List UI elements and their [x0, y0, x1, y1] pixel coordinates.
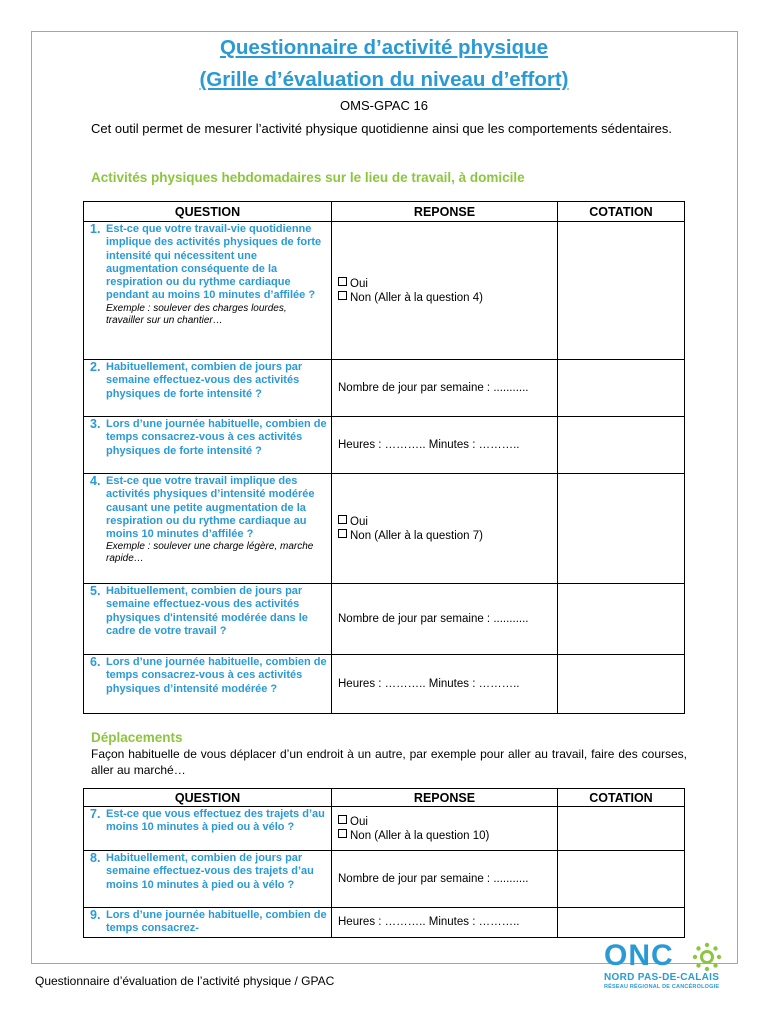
table-row — [84, 474, 685, 584]
table-header-row — [84, 202, 685, 222]
answer-cell[interactable]: Nombre de jour par semaine : ........... — [332, 851, 558, 908]
answer-option-no[interactable]: Non (Aller à la question 4) — [338, 291, 557, 305]
document-code: OMS-GPAC 16 — [340, 98, 428, 113]
header-reponse: REPONSE — [332, 789, 558, 807]
question-number: 1. — [90, 222, 101, 236]
table-row — [84, 584, 685, 655]
question-example: Exemple : soulever des charges lourdes, travailler sur un chantier… — [106, 302, 287, 326]
question-number: 6. — [90, 655, 101, 669]
question-text: Habituellement, combien de jours par semaine effectuez-vous des activités physiques d'intensité modérée dans le cadre de votre travail ? — [106, 585, 308, 637]
answer-cell — [332, 807, 558, 851]
score-cell[interactable] — [558, 417, 685, 474]
score-cell[interactable] — [558, 807, 685, 851]
checkbox-icon[interactable] — [338, 291, 347, 300]
question-text: Habituellement, combien de jours par semaine effectuez-vous des trajets d’au moins 10 minutes à pied ou à vélo ? — [106, 852, 314, 891]
question-text: Est-ce que vous effectuez des trajets d’au moins 10 minutes à pied ou à vélo ? — [106, 808, 325, 834]
question-text: Est-ce que votre travail-vie quotidienne implique des activités physiques de forte intensité qui nécessitent une augmentation conséquente de la respiration ou du rythme cardiaque pendant au moins 10 minutes d’affilée ? — [106, 223, 322, 302]
question-text: Habituellement, combien de jours par semaine effectuez-vous des activités physiques de forte intensité ? — [106, 361, 303, 400]
section1-table — [83, 201, 685, 714]
question-text: Est-ce que votre travail implique des activités physiques d’intensité modérée causant une petite augmentation de la respiration ou du rythme cardiaque au moins 10 minutes d’affilée ? — [106, 475, 315, 541]
question-number: 3. — [90, 417, 101, 431]
table-row — [84, 807, 685, 851]
score-cell[interactable] — [558, 360, 685, 417]
question-text: Lors d’une journée habituelle, combien de temps consacrez-vous à ces activités physiques de forte intensité ? — [106, 418, 327, 457]
checkbox-icon[interactable] — [338, 815, 347, 824]
intro-paragraph: Cet outil permet de mesurer l’activité physique quotidienne ainsi que les comportements sédentaires. — [91, 121, 672, 136]
question-number: 9. — [90, 908, 101, 922]
question-number: 8. — [90, 851, 101, 865]
answer-cell[interactable]: Heures : ……….. Minutes : ……….. — [332, 417, 558, 474]
header-cotation: COTATION — [558, 202, 685, 222]
header-question: QUESTION — [84, 202, 332, 222]
document-title: Questionnaire d’activité physique — [219, 36, 549, 59]
answer-cell[interactable]: Nombre de jour par semaine : ........... — [332, 584, 558, 655]
header-question: QUESTION — [84, 789, 332, 807]
checkbox-icon[interactable] — [338, 277, 347, 286]
question-number: 5. — [90, 584, 101, 598]
question-cell — [84, 908, 332, 938]
question-cell — [84, 417, 332, 474]
question-text: Lors d’une journée habituelle, combien de temps consacrez- — [106, 909, 327, 935]
answer-option-no[interactable]: Non (Aller à la question 10) — [338, 829, 557, 843]
table-row — [84, 222, 685, 360]
answer-option-yes[interactable]: Oui — [338, 515, 557, 529]
section2-title: Déplacements — [91, 730, 183, 745]
question-cell — [84, 584, 332, 655]
score-cell[interactable] — [558, 584, 685, 655]
question-number: 7. — [90, 807, 101, 821]
score-cell[interactable] — [558, 474, 685, 584]
logo-network: RÉSEAU RÉGIONAL DE CANCÉROLOGIE — [604, 984, 720, 990]
answer-option-yes[interactable]: Oui — [338, 277, 557, 291]
question-example: Exemple : soulever une charge légère, marche rapide… — [106, 541, 314, 565]
section1-title: Activités physiques hebdomadaires sur le lieu de travail, à domicile — [91, 170, 525, 185]
table-row — [84, 908, 685, 938]
question-cell — [84, 655, 332, 714]
question-number: 4. — [90, 474, 101, 488]
table-row — [84, 851, 685, 908]
question-cell — [84, 474, 332, 584]
answer-cell[interactable]: Heures : ……….. Minutes : ……….. — [332, 655, 558, 714]
table-row — [84, 360, 685, 417]
question-cell — [84, 807, 332, 851]
sun-icon — [692, 942, 722, 972]
header-cotation: COTATION — [558, 789, 685, 807]
question-text: Lors d’une journée habituelle, combien de temps consacrez-vous à ces activités physiques d’intensité modérée ? — [106, 656, 327, 695]
answer-option-yes[interactable]: Oui — [338, 815, 557, 829]
answer-option-no[interactable]: Non (Aller à la question 7) — [338, 529, 557, 543]
section2-description: Façon habituelle de vous déplacer d’un endroit à un autre, par exemple pour aller au travail, faire des courses, aller au marché… — [91, 747, 687, 777]
score-cell[interactable] — [558, 222, 685, 360]
onc-logo — [604, 940, 734, 1000]
answer-cell — [332, 222, 558, 360]
question-cell — [84, 222, 332, 360]
checkbox-icon[interactable] — [338, 515, 347, 524]
question-cell — [84, 360, 332, 417]
checkbox-icon[interactable] — [338, 529, 347, 538]
score-cell[interactable] — [558, 908, 685, 938]
answer-cell[interactable]: Nombre de jour par semaine : ........... — [332, 360, 558, 417]
logo-region: NORD PAS-DE-CALAIS — [604, 972, 720, 983]
table-header-row — [84, 789, 685, 807]
header-reponse: REPONSE — [332, 202, 558, 222]
answer-cell[interactable]: Heures : ……….. Minutes : ……….. — [332, 908, 558, 938]
score-cell[interactable] — [558, 655, 685, 714]
answer-cell — [332, 474, 558, 584]
footer-text: Questionnaire d’évaluation de l’activité physique / GPAC — [35, 974, 335, 988]
section2-table — [83, 788, 685, 938]
question-cell — [84, 851, 332, 908]
table-row — [84, 655, 685, 714]
logo-wordmark: ONC — [604, 939, 674, 972]
score-cell[interactable] — [558, 851, 685, 908]
question-number: 2. — [90, 360, 101, 374]
table-row — [84, 417, 685, 474]
document-subtitle: (Grille d’évaluation du niveau d’effort) — [199, 68, 569, 91]
checkbox-icon[interactable] — [338, 829, 347, 838]
